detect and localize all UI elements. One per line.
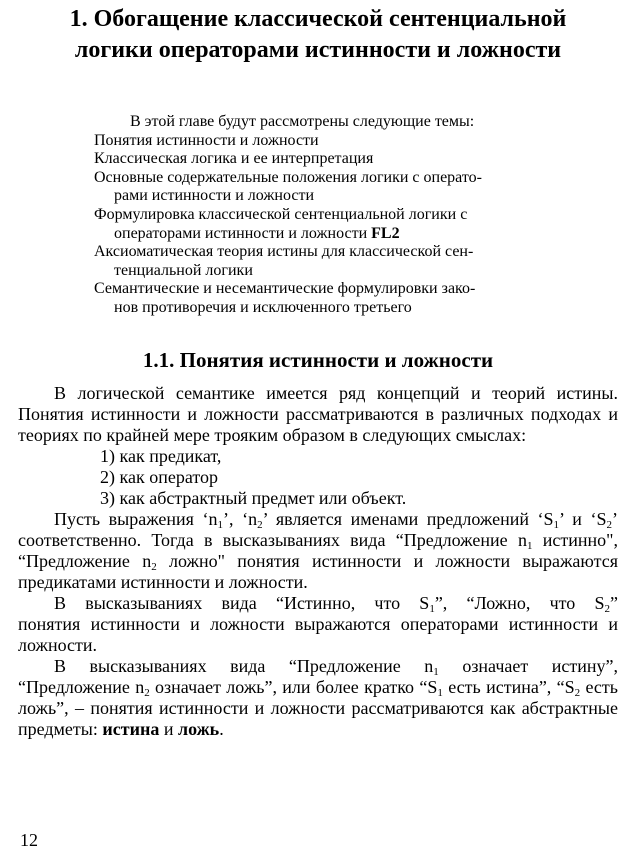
paragraph-3-line-1: В высказываниях вида “Истинно, что $S_1$”, “Ложно, что $S_2$” xyxy=(54,593,618,615)
topic-item: Аксиоматическая теория истины для классической сен- xyxy=(94,243,474,261)
body-text xyxy=(18,383,618,740)
chapter-title xyxy=(20,4,616,66)
chapter-topics-list xyxy=(94,113,594,318)
page-number: 12 xyxy=(20,830,38,850)
paragraph-1: В логической семантике имеется ряд концепций и теорий истины. Понятия истинности и ложности рассматриваются в различных подходах и теориях по крайней мере трояким образом в следующих смыслах: xyxy=(18,383,618,445)
chapter-title-line-2: логики операторами истинности и ложности xyxy=(74,37,562,63)
topic-item: Понятия истинности и ложности xyxy=(94,131,319,149)
topic-item: Семантические и несемантические формулировки зако- xyxy=(94,280,476,298)
paragraph-2: Пусть выражения ‘$n_1$’, ‘$n_2$’ является именами предложений ‘$S_1$’ и ‘$S_2$’ соответственно. Тогда в высказываниях вида “Предложение $n_1$ истинно", “Предложение $n_2$ ложно" понятия истинности и ложности выражаются предикатами истинности и ложности. xyxy=(18,509,618,592)
topic-item-continuation: нов противоречия и исключенного третьего xyxy=(114,298,412,316)
section-title: 1.1. Понятия истинности и ложности xyxy=(142,348,494,372)
topic-item: Формулировка классической сентенциальной логики с xyxy=(94,205,468,223)
paragraph-3-rest: понятия истинности и ложности выражаются операторами истинности и ложности. xyxy=(18,614,618,655)
fl2-label: FL2 xyxy=(371,224,400,242)
paragraph-4: В высказываниях вида “Предложение $n_1$ означает истину”, “Предложение $n_2$ означает ложь”, или более кратко “$S_1$ есть истина”, “$S_2$ есть ложь”, – понятия истинности и ложности рассматриваются как абстрактные предметы: истина и ложь. xyxy=(18,656,618,739)
chapter-title-line-1: 1. Обогащение классической сентенциальной xyxy=(69,6,567,32)
list-item: 3) как абстрактный предмет или объект. xyxy=(100,488,407,508)
topic-item-continuation: рами истинности и ложности xyxy=(114,187,315,205)
list-item: 2) как оператор xyxy=(100,467,218,487)
term-falsehood: ложь xyxy=(177,719,220,739)
topic-item: Основные содержательные положения логики с операто- xyxy=(94,168,482,186)
list-item: 1) как предикат, xyxy=(100,446,222,466)
topic-item-continuation: тенциальной логики xyxy=(114,261,253,279)
topics-intro: В этой главе будут рассмотрены следующие темы: xyxy=(130,113,475,130)
topic-item-continuation: операторами истинности и ложности FL2 xyxy=(114,224,400,242)
term-truth: истина xyxy=(102,719,160,739)
topic-item: Классическая логика и ее интерпретация xyxy=(94,150,374,168)
